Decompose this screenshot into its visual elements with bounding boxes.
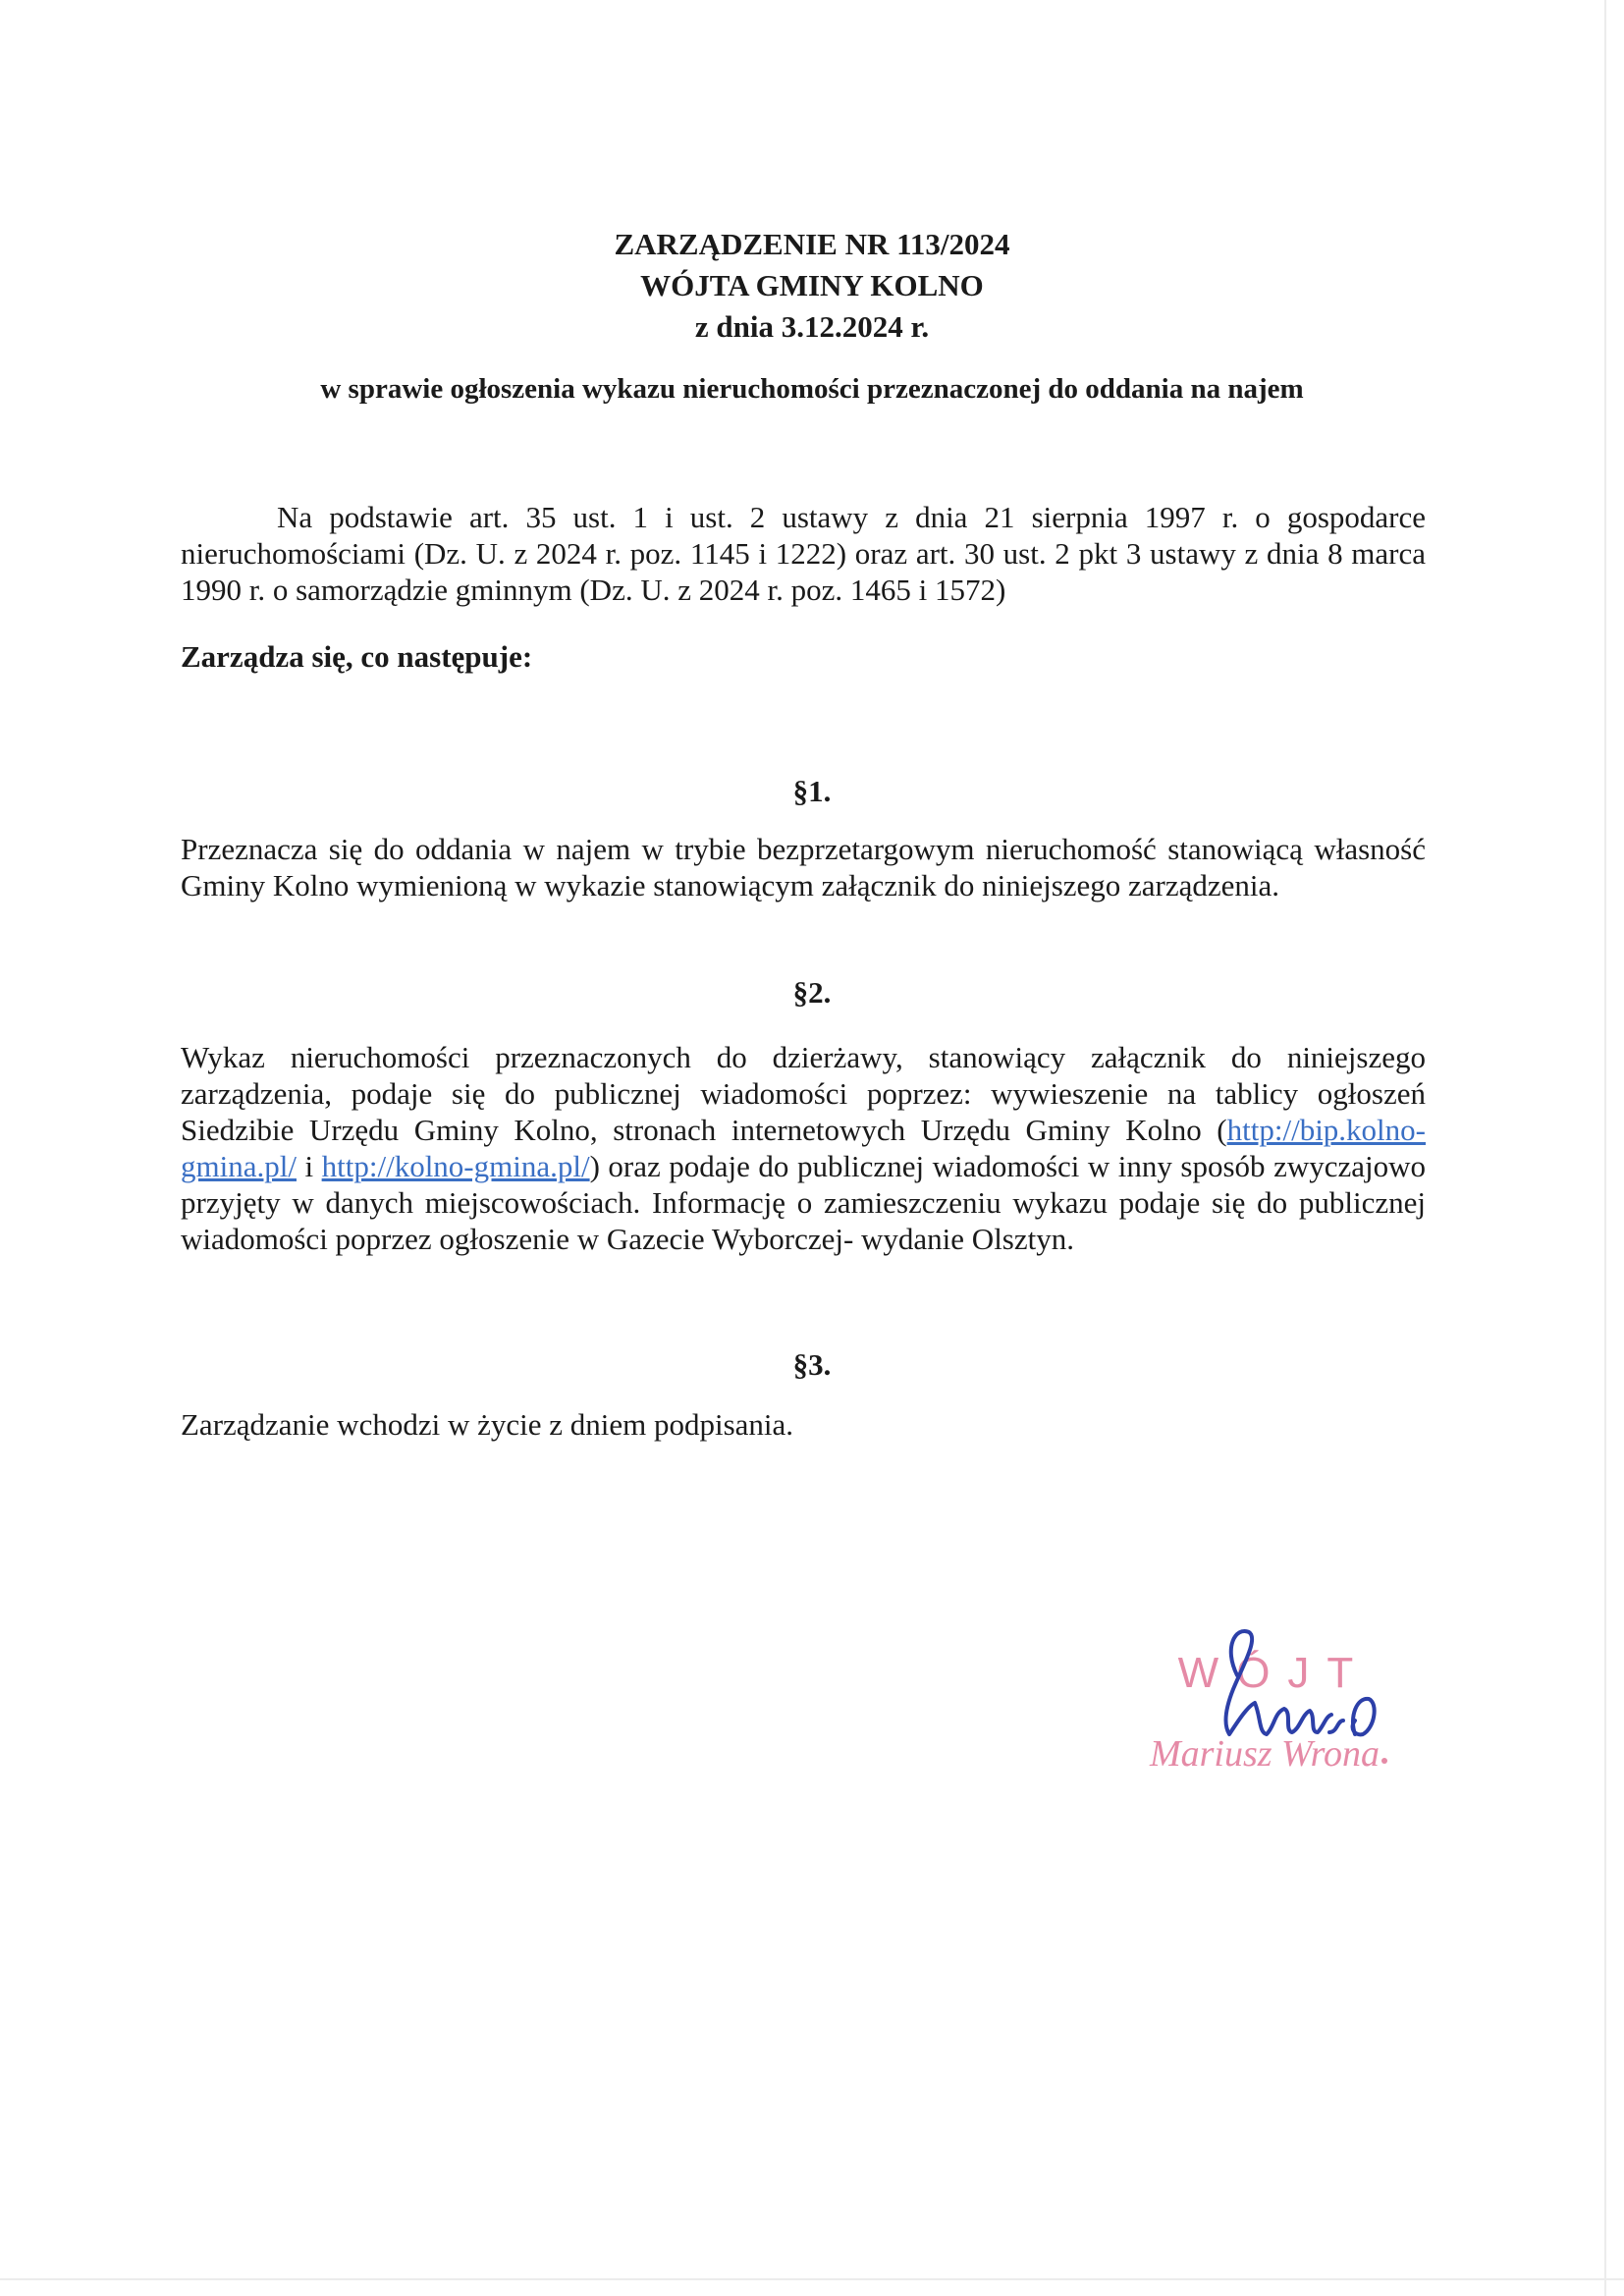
section-2-text-after: ) oraz podaje do publicznej wiadomości w inny sposób zwyczajowo przyjęty w danych miejscowościach. Informację o zamieszczeniu wykazu podaje się do publicznej wiadomości poprzez ogłoszenie w Gazecie Wyborczej- wydanie Olsztyn.	[181, 1149, 1426, 1256]
section-2-text	[181, 1039, 1426, 1257]
stamp-title: WÓJT	[1177, 1649, 1372, 1697]
section-2-mark: §2.	[792, 975, 832, 1010]
bip-link[interactable]: http://bip.kolno-gmina.pl/	[181, 1113, 1426, 1183]
document-title: ZARZĄDZENIE NR 113/2024	[614, 227, 1010, 261]
section-3-text: Zarządzanie wchodzi w życie z dniem podpisania.	[181, 1407, 794, 1442]
legal-basis-paragraph: Na podstawie art. 35 ust. 1 i ust. 2 ustawy z dnia 21 sierpnia 1997 r. o gospodarce nieruchomościami (Dz. U. z 2024 r. poz. 1145 i 1222) oraz art. 30 ust. 2 pkt 3 ustawy z dnia 8 marca 1990 r. o samorządzie gminnym (Dz. U. z 2024 r. poz. 1465 i 1572)	[181, 500, 1426, 607]
document-header	[0, 224, 1624, 348]
section-2-text-before: Wykaz nieruchomości przeznaczonych do dzierżawy, stanowiący załącznik do niniejszego zarządzenia, podaje się do publicznej wiadomości poprzez: wywieszenie na tablicy ogłoszeń Siedzibie Urzędu Gminy Kolno, stronach internetowych Urzędu Gminy Kolno (	[181, 1040, 1426, 1147]
document-issuer: WÓJTA GMINY KOLNO	[640, 268, 984, 302]
decree-heading: Zarządza się, co następuje:	[181, 639, 533, 674]
document-subject: w sprawie ogłoszenia wykazu nieruchomości przeznaczonej do oddania na najem	[320, 373, 1304, 405]
stamp-name: Mariusz Wrona	[1149, 1733, 1380, 1775]
section-2-text-between: i	[296, 1149, 322, 1183]
section-1-mark: §1.	[792, 774, 832, 808]
signature-stamp	[1127, 1618, 1422, 1785]
document-date: z dnia 3.12.2024 r.	[694, 309, 930, 344]
section-3-mark: §3.	[792, 1347, 832, 1382]
page-edge-bottom	[0, 2278, 1624, 2280]
section-1-text: Przeznacza się do oddania w najem w trybie bezprzetargowym nieruchomość stanowiącą własność Gminy Kolno wymienioną w wykazie stanowiącym załącznik do niniejszego zarządzenia.	[181, 832, 1426, 902]
website-link[interactable]: http://kolno-gmina.pl/	[321, 1149, 590, 1183]
